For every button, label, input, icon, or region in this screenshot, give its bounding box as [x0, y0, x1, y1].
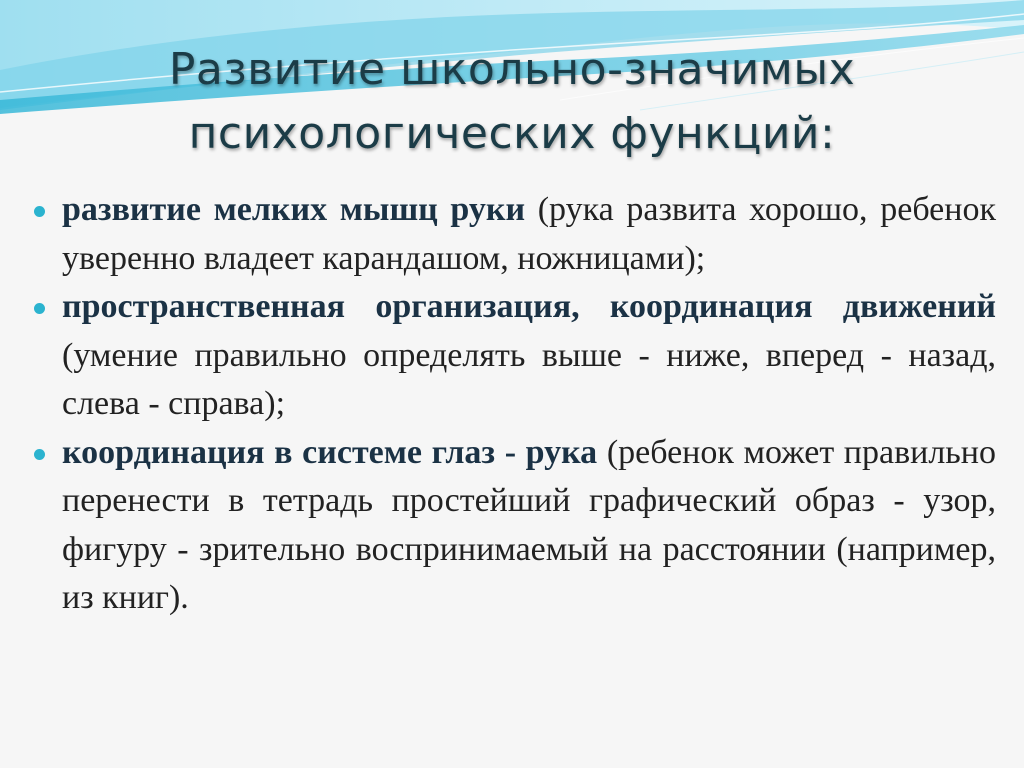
list-item: [34, 429, 996, 623]
list-item-text: (умение правильно определять выше - ниже, вперед - назад, слева - справа);: [62, 336, 996, 422]
list-item: [34, 283, 996, 429]
bullet-icon: [34, 303, 45, 314]
slide-title: [60, 38, 964, 166]
list-item-text: (ребенок может правильно перенести в тетрадь простейший графический образ - узор, фигуру - зрительно воспринимаемый на расстоянии (например, из книг).: [62, 433, 997, 616]
title-line-1: Развитие школьно-значимых: [168, 44, 856, 95]
bullet-list: [34, 186, 996, 623]
list-item-heading: развитие мелких мышц руки: [62, 191, 526, 228]
list-item-heading: координация в системе глаз - рука: [62, 433, 598, 471]
bullet-icon: [34, 449, 45, 460]
list-item: [34, 186, 996, 283]
list-item-text: (рука развита хорошо, ребенок уверенно владеет карандашом, ножницами);: [62, 191, 996, 277]
title-line-2: психологических функций:: [188, 108, 836, 159]
list-item-heading: пространственная организация, координация движений: [62, 288, 996, 325]
bullet-icon: [34, 206, 45, 217]
